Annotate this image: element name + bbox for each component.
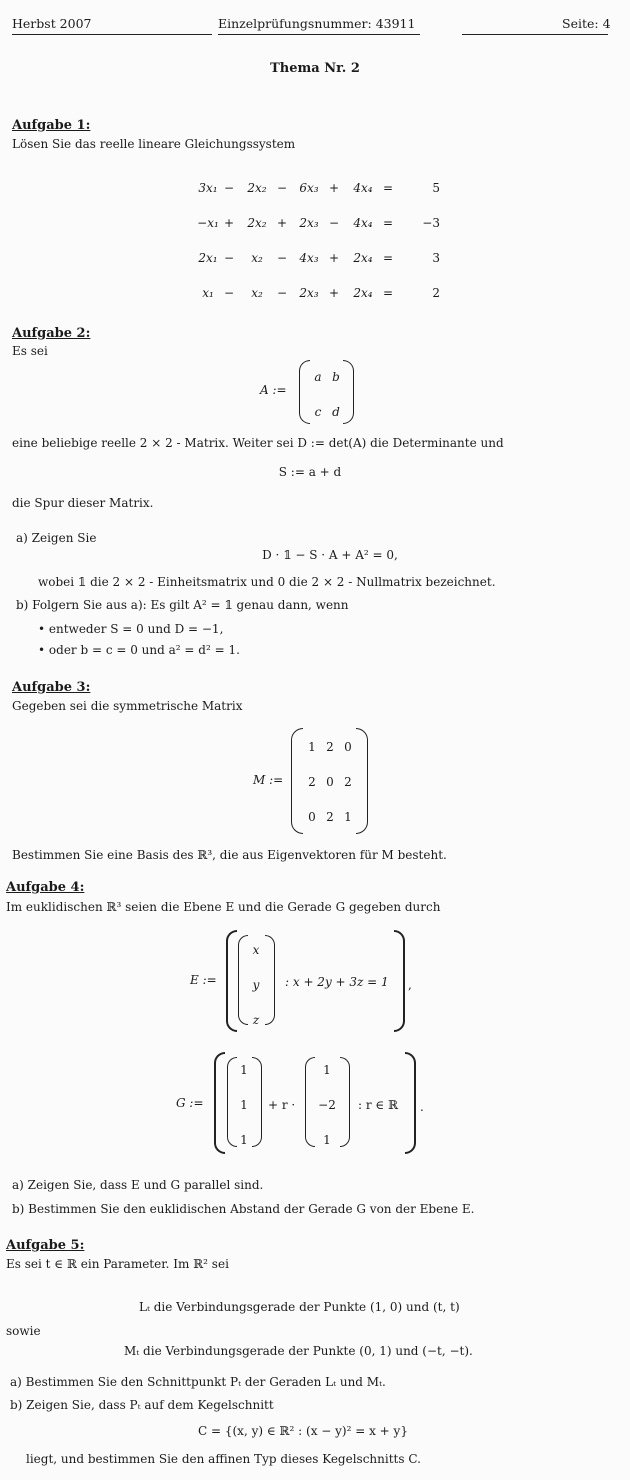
equation-term: 2x₃ <box>299 286 319 300</box>
equation-term: 3x₁ <box>198 181 218 195</box>
a5-part-a: a) Bestimmen Sie den Schnittpunkt Pₜ der Geraden Lₜ und Mₜ. <box>10 1375 386 1389</box>
equation-term: 6x₃ <box>299 181 319 195</box>
equation-term: x₁ <box>202 286 214 300</box>
a3-text: Bestimmen Sie eine Basis des ℝ³, die aus Eigenvektoren für M besteht. <box>12 848 447 862</box>
equation-term: 2x₄ <box>353 286 373 300</box>
matrix-m-cell: 1 <box>308 740 316 754</box>
header-rule-left <box>12 34 212 35</box>
matrix-m-cell: 0 <box>344 740 352 754</box>
equation-term: + <box>328 251 340 265</box>
matrix-m-cell: 2 <box>326 810 334 824</box>
a3-intro: Gegeben sei die symmetrische Matrix <box>12 699 243 713</box>
equation-term: − <box>276 181 288 195</box>
a2-part-a-text: wobei 𝟙 die 2 × 2 - Einheitsmatrix und 0 die 2 × 2 - Nullmatrix bezeichnet. <box>38 575 496 589</box>
matrix-a-cell: b <box>332 370 340 384</box>
header-left: Herbst 2007 <box>12 16 92 31</box>
equation-term: x₂ <box>251 286 263 300</box>
equation-term: − <box>328 216 340 230</box>
a1-heading: Aufgabe 1: <box>12 118 91 133</box>
line-g-vector1-entry: 1 <box>240 1063 248 1077</box>
conic-equation: C = {(x, y) ∈ ℝ² : (x − y)² = x + y} <box>198 1424 408 1438</box>
equation-term: − <box>223 286 235 300</box>
matrix-m-cell: 0 <box>308 810 316 824</box>
matrix-a-cell: c <box>314 405 322 419</box>
equation-term: −x₁ <box>197 216 219 230</box>
a2-part-b-text: b) Folgern Sie aus a): Es gilt A² = 𝟙 genau dann, wenn <box>16 598 349 612</box>
line-g-right-brace <box>405 1052 416 1154</box>
equation-term: = <box>382 181 394 195</box>
a2-part-a-label: a) Zeigen Sie <box>16 531 97 545</box>
line-g-label: G := <box>176 1096 204 1110</box>
equation-term: 5 <box>432 181 440 195</box>
a5-final-text: liegt, und bestimmen Sie den affinen Typ dieses Kegelschnitts C. <box>26 1452 421 1466</box>
bullet-item: • entweder S = 0 und D = −1, <box>38 622 224 636</box>
a4-heading: Aufgabe 4: <box>6 880 85 895</box>
equation-term: − <box>223 181 235 195</box>
equation-term: 4x₄ <box>353 216 373 230</box>
line-g-vector2-right-paren <box>340 1057 350 1147</box>
equation-term: + <box>223 216 235 230</box>
line-l-definition: Lₜ die Verbindungsgerade der Punkte (1, 0) und (t, t) <box>139 1300 460 1314</box>
matrix-a-label: A := <box>260 383 287 397</box>
plane-e-vector-entry: y <box>252 978 260 992</box>
matrix-m-cell: 2 <box>326 740 334 754</box>
equation-term: + <box>276 216 288 230</box>
line-g-vector1-entry: 1 <box>240 1133 248 1147</box>
equation-term: 2x₃ <box>299 216 319 230</box>
line-g-vector1-entry: 1 <box>240 1098 248 1112</box>
equation-term: 2 <box>432 286 440 300</box>
line-g-vector2-entry: −2 <box>318 1098 336 1112</box>
plane-e-condition: : x + 2y + 3z = 1 <box>285 975 389 989</box>
a4-part-a: a) Zeigen Sie, dass E und G parallel sind. <box>12 1178 264 1192</box>
equation-term: 4x₃ <box>299 251 319 265</box>
a2-text1: eine beliebige reelle 2 × 2 - Matrix. Weiter sei D := det(A) die Determinante und <box>12 436 504 450</box>
equation-term: + <box>328 286 340 300</box>
equation-term: −3 <box>422 216 440 230</box>
equation-term: = <box>382 251 394 265</box>
header-rule-center <box>218 34 420 35</box>
plane-e-right-brace <box>394 930 405 1032</box>
line-g-end: . <box>420 1100 424 1114</box>
a4-part-b: b) Bestimmen Sie den euklidischen Abstand der Gerade G von der Ebene E. <box>12 1202 475 1216</box>
plane-e-vector-entry: x <box>252 943 260 957</box>
page-title: Thema Nr. 2 <box>270 61 360 76</box>
matrix-a-cell: d <box>332 405 340 419</box>
equation-term: 3 <box>432 251 440 265</box>
equation-term: 2x₁ <box>198 251 218 265</box>
plane-e-left-brace <box>226 930 237 1032</box>
equation-term: x₂ <box>251 251 263 265</box>
equation-term: 4x₄ <box>353 181 373 195</box>
matrix-m-cell: 2 <box>344 775 352 789</box>
matrix-a-cell: a <box>314 370 322 384</box>
equation-term: − <box>276 251 288 265</box>
a1-intro: Lösen Sie das reelle lineare Gleichungssystem <box>12 137 296 151</box>
plane-e-vector-entry: z <box>252 1013 260 1027</box>
plane-e-end: , <box>408 978 412 992</box>
line-g-vector2-entry: 1 <box>323 1133 331 1147</box>
header-rule-right <box>462 34 608 35</box>
line-g-vector2-left-paren <box>305 1057 315 1147</box>
a3-heading: Aufgabe 3: <box>12 680 91 695</box>
equation-term: 2x₂ <box>247 181 267 195</box>
a2-part-a-equation: D · 𝟙 − S · A + A² = 0, <box>262 548 398 562</box>
equation-term: + <box>328 181 340 195</box>
bullet-item: • oder b = c = 0 und a² = d² = 1. <box>38 643 240 657</box>
a5-heading: Aufgabe 5: <box>6 1238 85 1253</box>
a2-intro: Es sei <box>12 344 48 358</box>
equation-term: 2x₄ <box>353 251 373 265</box>
equation-term: = <box>382 286 394 300</box>
matrix-m-label: M := <box>253 773 284 787</box>
line-g-left-brace <box>214 1052 225 1154</box>
line-g-vector2-entry: 1 <box>323 1063 331 1077</box>
a2-text2: die Spur dieser Matrix. <box>12 496 154 510</box>
equation-term: − <box>223 251 235 265</box>
equation-term: 2x₂ <box>247 216 267 230</box>
line-m-definition: Mₜ die Verbindungsgerade der Punkte (0, 1) und (−t, −t). <box>124 1344 473 1358</box>
header-center: Einzelprüfungsnummer: 43911 <box>218 16 416 31</box>
header-right: Seite: 4 <box>562 16 611 31</box>
a4-intro: Im euklidischen ℝ³ seien die Ebene E und die Gerade G gegeben durch <box>6 900 441 914</box>
line-g-plus-r: + r · <box>268 1098 296 1112</box>
a5-part-b: b) Zeigen Sie, dass Pₜ auf dem Kegelschnitt <box>10 1398 274 1412</box>
matrix-m-cell: 1 <box>344 810 352 824</box>
matrix-m-cell: 2 <box>308 775 316 789</box>
spur-equation: S := a + d <box>278 465 342 479</box>
plane-e-label: E := <box>190 973 217 987</box>
equation-term: = <box>382 216 394 230</box>
a2-heading: Aufgabe 2: <box>12 326 91 341</box>
sowie-text: sowie <box>6 1324 41 1338</box>
equation-term: − <box>276 286 288 300</box>
matrix-m-cell: 0 <box>326 775 334 789</box>
line-g-condition: : r ∈ ℝ <box>358 1098 399 1112</box>
a5-intro: Es sei t ∈ ℝ ein Parameter. Im ℝ² sei <box>6 1257 229 1271</box>
